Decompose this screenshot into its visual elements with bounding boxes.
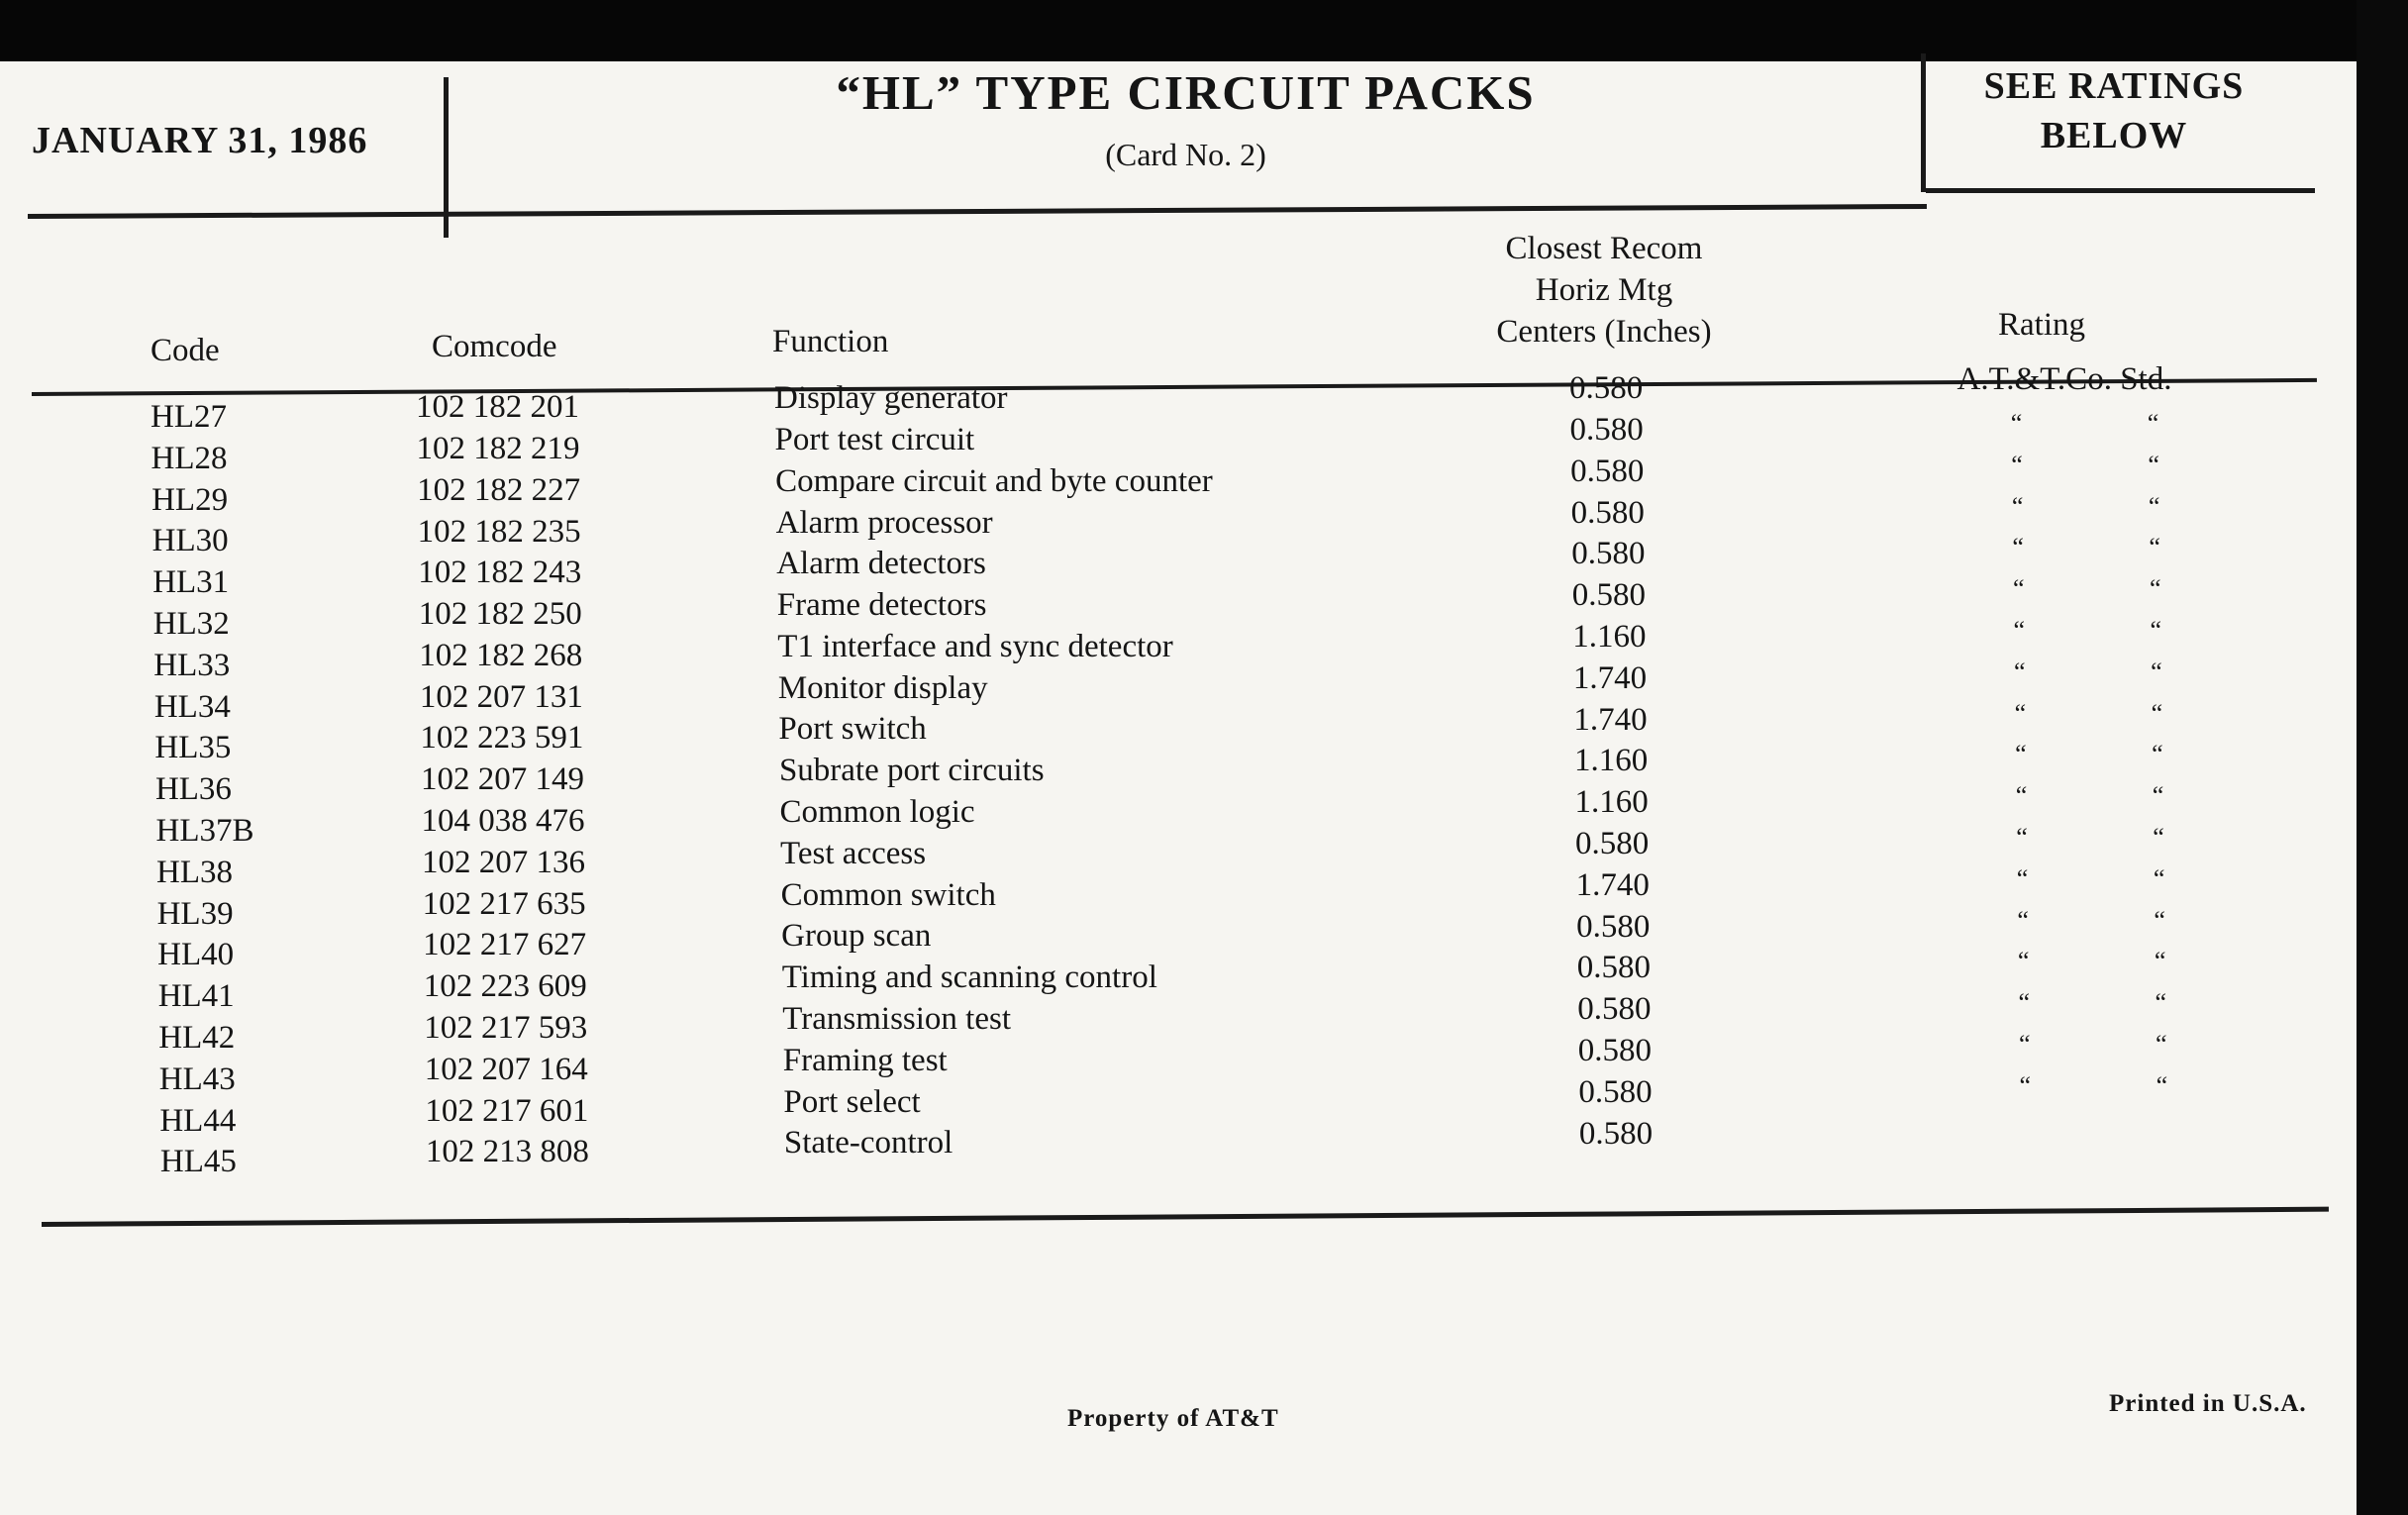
centers-cell: 0.580 — [1571, 577, 1646, 614]
function-cell: Framing test — [782, 1042, 948, 1078]
function-cell: Display generator — [774, 380, 1008, 417]
rating-cell: “ “ — [2019, 1029, 2227, 1059]
comcode-cell: 102 223 591 — [420, 720, 584, 757]
code-cell: HL30 — [151, 523, 229, 559]
col-header-code: Code — [150, 333, 220, 368]
function-cell: Group scan — [781, 918, 932, 955]
centers-header-line-2: Horiz Mtg — [1535, 272, 1673, 308]
function-cell: Subrate port circuits — [778, 753, 1045, 789]
comcode-cell: 102 182 201 — [416, 389, 579, 426]
rating-cell: A.T.&T.Co. Std. — [1956, 361, 2172, 398]
centers-cell: 0.580 — [1578, 1115, 1654, 1152]
rating-cell: “ “ — [2016, 863, 2225, 893]
code-cell: HL32 — [152, 605, 230, 642]
rating-cell: “ “ — [2011, 450, 2219, 479]
header-rule-right — [1926, 188, 2315, 193]
centers-cell: 1.160 — [1573, 743, 1649, 779]
comcode-cell: 102 217 635 — [422, 885, 586, 922]
function-cell: Alarm processor — [775, 504, 993, 541]
rating-cell: “ “ — [2015, 781, 2224, 811]
rating-cell: “ “ — [2016, 822, 2224, 852]
rating-cell: “ “ — [2013, 615, 2222, 645]
circuit-pack-card — [0, 61, 2357, 1515]
scan-right-edge — [2357, 0, 2408, 1515]
code-cell: HL31 — [152, 564, 230, 601]
card-subtitle: (Card No. 2) — [1105, 137, 1266, 172]
centers-cell: 0.580 — [1576, 908, 1651, 945]
code-cell: HL28 — [150, 440, 228, 476]
code-cell: HL34 — [153, 688, 231, 725]
centers-cell: 0.580 — [1569, 370, 1644, 407]
card-title: “HL” TYPE CIRCUIT PACKS — [836, 65, 1536, 120]
col-header-rating: Rating — [1998, 307, 2085, 343]
rating-cell: “ “ — [2010, 409, 2219, 438]
centers-cell: 0.580 — [1576, 950, 1651, 986]
rating-cell: “ “ — [2011, 491, 2220, 521]
comcode-cell: 102 213 808 — [425, 1134, 589, 1170]
comcode-cell: 102 207 164 — [424, 1051, 588, 1087]
centers-cell: 0.580 — [1570, 494, 1645, 531]
code-cell: HL29 — [151, 481, 229, 518]
card-date: JANUARY 31, 1986 — [32, 120, 368, 161]
centers-header-line-3: Centers (Inches) — [1496, 314, 1712, 350]
code-cell: HL33 — [153, 647, 231, 683]
function-cell: Alarm detectors — [776, 546, 986, 582]
ratings-line-1: SEE RATINGS — [1983, 65, 2245, 107]
function-cell: Port switch — [778, 711, 927, 748]
comcode-cell: 102 182 243 — [418, 555, 582, 591]
centers-header-line-1: Closest Recom — [1505, 231, 1703, 266]
rating-cell: “ “ — [2018, 988, 2227, 1018]
comcode-cell: 102 223 609 — [423, 968, 587, 1005]
rating-cell: “ “ — [2014, 656, 2222, 686]
comcode-cell: 102 182 227 — [417, 471, 581, 508]
centers-cell: 0.580 — [1577, 991, 1652, 1028]
code-cell: HL41 — [157, 978, 235, 1015]
function-cell: Port select — [783, 1083, 921, 1120]
table-bottom-rule — [42, 1207, 2329, 1227]
centers-cell: 1.740 — [1575, 866, 1650, 903]
centers-cell: 0.580 — [1575, 825, 1650, 861]
comcode-cell: 102 217 593 — [424, 1010, 588, 1047]
function-cell: Common logic — [779, 794, 975, 831]
header-rule-main — [28, 204, 1927, 219]
see-ratings-box — [1931, 61, 2297, 160]
rating-cell: “ “ — [2017, 947, 2226, 976]
centers-cell: 1.740 — [1573, 701, 1648, 738]
function-cell: Test access — [780, 835, 927, 871]
code-cell: HL37B — [155, 812, 254, 849]
function-cell: Monitor display — [777, 669, 988, 706]
code-cell: HL27 — [150, 399, 227, 435]
rating-cell: “ “ — [2014, 698, 2223, 728]
comcode-cell: 102 182 235 — [417, 513, 581, 550]
rating-cell: “ “ — [2012, 533, 2220, 562]
code-cell: HL43 — [158, 1060, 236, 1097]
centers-cell: 0.580 — [1578, 1073, 1653, 1110]
code-cell: HL40 — [157, 937, 235, 973]
centers-cell: 0.580 — [1571, 536, 1646, 572]
comcode-cell: 102 207 131 — [419, 678, 583, 715]
comcode-cell: 102 207 136 — [422, 844, 586, 880]
comcode-cell: 104 038 476 — [421, 803, 585, 840]
rating-cell: “ “ — [2015, 740, 2223, 769]
comcode-cell: 102 182 268 — [419, 637, 583, 673]
centers-cell: 1.160 — [1574, 784, 1649, 821]
col-header-centers — [1455, 228, 1753, 353]
comcode-cell: 102 182 219 — [416, 430, 580, 466]
code-cell: HL44 — [159, 1102, 237, 1139]
code-cell: HL36 — [154, 771, 232, 808]
rating-cell: “ “ — [2019, 1070, 2228, 1100]
comcode-cell: 102 207 149 — [420, 761, 584, 798]
code-cell: HL35 — [154, 730, 232, 766]
rating-cell: “ “ — [2012, 574, 2221, 604]
centers-cell: 0.580 — [1570, 453, 1645, 489]
scan-top-edge — [0, 0, 2408, 61]
centers-cell: 0.580 — [1577, 1032, 1653, 1068]
header-divider-right — [1921, 53, 1926, 192]
function-cell: Compare circuit and byte counter — [775, 462, 1213, 499]
centers-cell: 1.740 — [1572, 659, 1648, 696]
circuit-pack-table — [0, 361, 2357, 1185]
centers-cell: 1.160 — [1572, 618, 1647, 655]
code-cell: HL45 — [159, 1144, 237, 1180]
comcode-cell: 102 182 250 — [418, 596, 582, 633]
function-cell: Port test circuit — [774, 421, 975, 457]
col-header-function: Function — [772, 324, 889, 359]
function-cell: T1 interface and sync detector — [777, 628, 1173, 664]
rating-cell: “ “ — [2017, 905, 2225, 935]
comcode-cell: 102 217 601 — [425, 1092, 589, 1129]
function-cell: Common switch — [780, 876, 996, 913]
centers-cell: 0.580 — [1569, 412, 1644, 448]
function-cell: Frame detectors — [776, 587, 987, 624]
footer-property: Property of AT&T — [1067, 1405, 1279, 1432]
function-cell: State-control — [783, 1125, 953, 1162]
function-cell: Timing and scanning control — [781, 960, 1157, 996]
function-cell: Transmission test — [782, 1001, 1011, 1038]
ratings-line-2: BELOW — [2040, 115, 2188, 156]
code-cell: HL42 — [158, 1019, 236, 1056]
code-cell: HL38 — [156, 854, 234, 890]
footer-printed: Printed in U.S.A. — [2109, 1390, 2307, 1417]
code-cell: HL39 — [156, 895, 234, 932]
comcode-cell: 102 217 627 — [423, 927, 587, 963]
col-header-comcode: Comcode — [432, 329, 557, 364]
